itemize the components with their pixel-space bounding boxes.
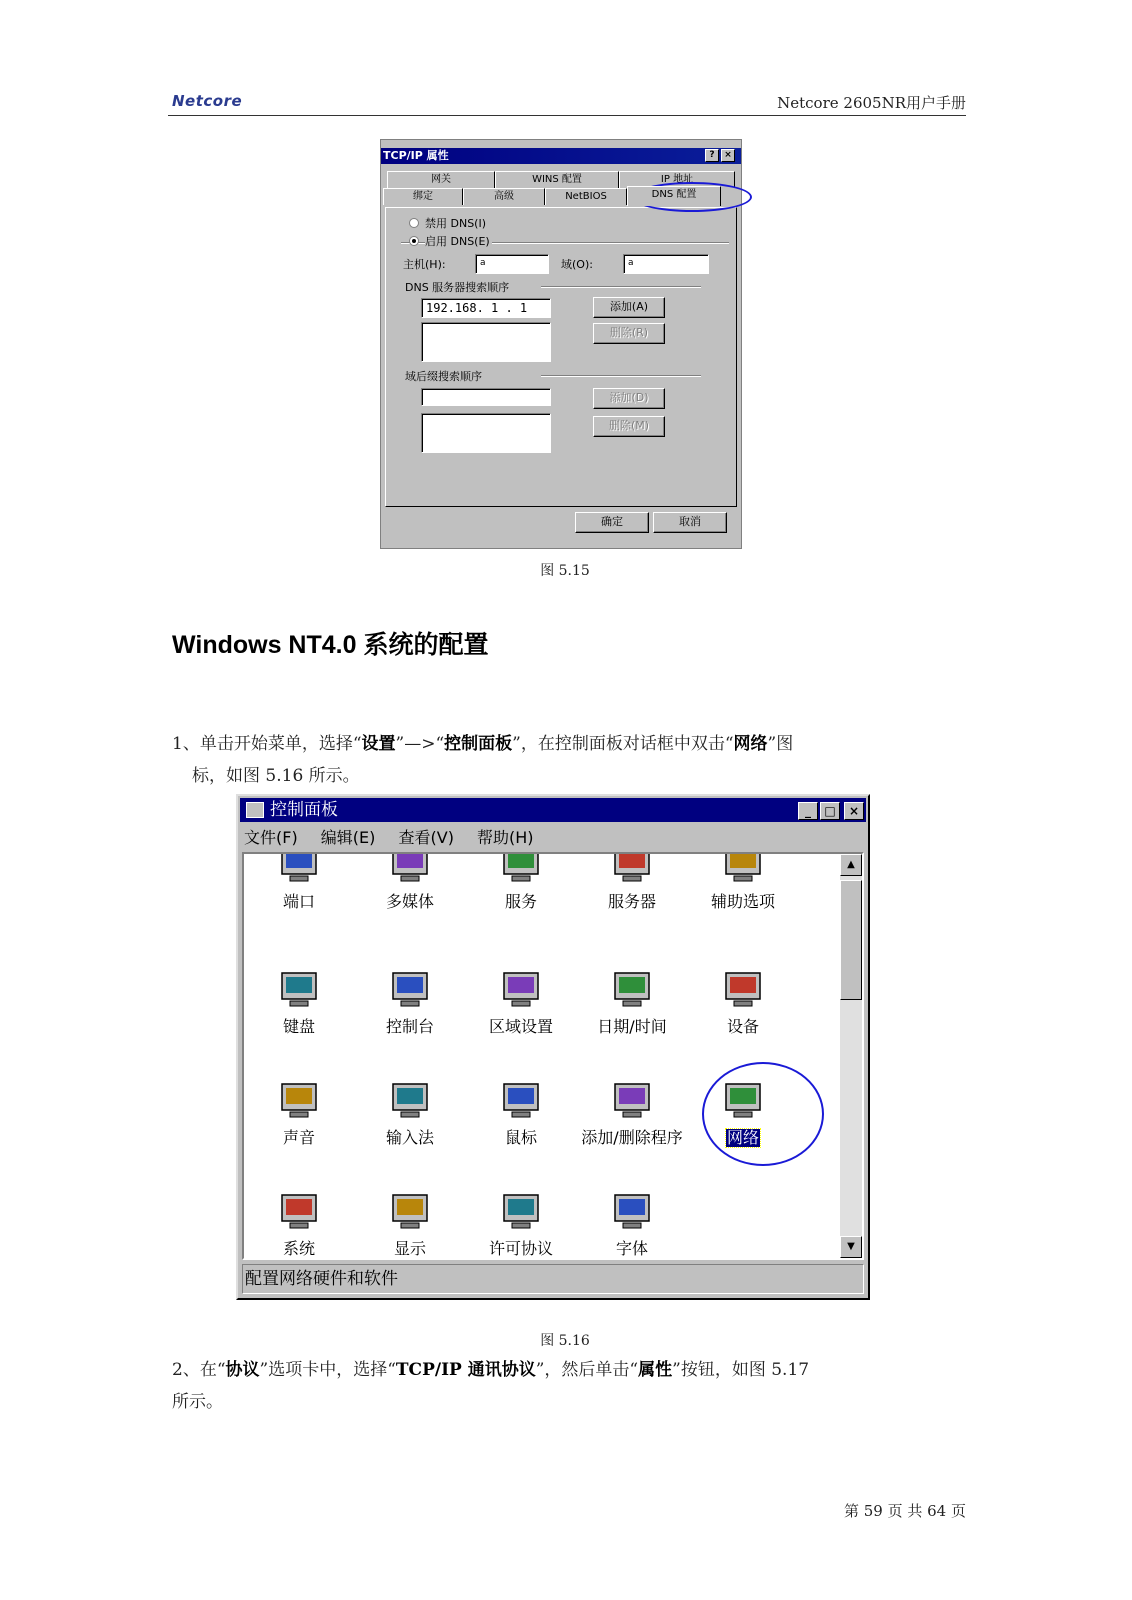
control-panel-item[interactable] xyxy=(244,1076,354,1147)
control-panel-item[interactable] xyxy=(355,1076,465,1147)
services-icon xyxy=(498,852,544,886)
page-header-title: Netcore 2605NR用户手册 xyxy=(777,94,966,112)
certificate-icon xyxy=(498,1187,544,1233)
menu-bar xyxy=(244,826,552,850)
control-panel-item[interactable] xyxy=(466,965,576,1036)
speaker-icon xyxy=(276,1076,322,1122)
section-heading: Windows NT4.0 系统的配置 xyxy=(172,631,489,659)
status-bar: 配置网络硬件和软件 xyxy=(242,1264,864,1294)
step1-bold-control-panel: 控制面板 xyxy=(444,734,513,754)
port-icon xyxy=(276,852,322,886)
domain-input[interactable]: a xyxy=(623,254,709,274)
tcpip-properties-dialog xyxy=(380,139,742,549)
mouse-icon xyxy=(498,1076,544,1122)
control-panel-item-label: 辅助选项 xyxy=(710,892,775,911)
page-footer: 第 59 页 共 64 页 xyxy=(843,1502,966,1520)
control-panel-item-label: 日期/时间 xyxy=(597,1017,667,1036)
control-panel-window-icon xyxy=(246,802,264,818)
step2-text-2: ”选项卡中，选择“ xyxy=(259,1360,396,1380)
control-panel-item-label: 区域设置 xyxy=(488,1017,553,1036)
msdos-console-icon xyxy=(387,965,433,1011)
control-panel-item[interactable] xyxy=(577,1076,687,1147)
control-panel-title: 控制面板 xyxy=(270,800,338,820)
tab-netbios[interactable]: NetBIOS xyxy=(545,188,627,205)
control-panel-item[interactable] xyxy=(355,965,465,1036)
control-panel-title-bar xyxy=(240,798,866,822)
menu-edit[interactable]: 编辑(E) xyxy=(320,828,376,847)
vertical-scrollbar[interactable] xyxy=(840,854,862,1258)
suffix-order-label: 域后缀搜索顺序 xyxy=(405,370,482,383)
control-panel-item[interactable] xyxy=(244,852,354,911)
keyboard-icon xyxy=(276,965,322,1011)
domain-label: 域(O): xyxy=(561,258,593,271)
control-panel-item-label: 声音 xyxy=(282,1128,315,1147)
step2-text-4: ”按钮，如图 5.17 xyxy=(672,1360,810,1380)
step1-text-2: ”—>“ xyxy=(395,734,445,754)
control-panel-item-label: 添加/删除程序 xyxy=(581,1128,683,1147)
scroll-down-arrow[interactable]: ▼ xyxy=(840,1236,862,1258)
tab-advanced[interactable]: 高级 xyxy=(463,188,545,205)
host-label: 主机(H): xyxy=(403,258,446,271)
step1-bold-settings: 设置 xyxy=(361,734,396,754)
header-rule xyxy=(168,115,966,116)
ok-button[interactable]: 确定 xyxy=(575,512,649,533)
tab-gateway[interactable]: 网关 xyxy=(387,171,495,188)
control-panel-item-label: 输入法 xyxy=(385,1128,434,1147)
step1-text-3: ”，在控制面板对话框中双击“ xyxy=(512,734,734,754)
control-panel-item[interactable] xyxy=(466,1187,576,1258)
step1-text-4: ”图 xyxy=(767,734,794,754)
step2-text-1: 2、在“ xyxy=(172,1360,226,1380)
minimize-button[interactable]: _ xyxy=(798,802,818,820)
control-panel-item-label: 控制台 xyxy=(385,1017,434,1036)
control-panel-item[interactable] xyxy=(688,965,798,1036)
menu-view[interactable]: 查看(V) xyxy=(398,828,454,847)
tab-dns-config[interactable]: DNS 配置 xyxy=(627,186,721,206)
fonts-icon xyxy=(609,1187,655,1233)
control-panel-item-label: 鼠标 xyxy=(504,1128,537,1147)
close-window-button[interactable]: × xyxy=(844,802,864,820)
control-panel-item-label: 键盘 xyxy=(282,1017,315,1036)
control-panel-item-label: 许可协议 xyxy=(488,1239,553,1258)
radio-disable-dns-label: 禁用 DNS(I) xyxy=(425,217,487,230)
step2-bold-properties: 属性 xyxy=(638,1360,673,1380)
control-panel-item-label: 设备 xyxy=(726,1017,759,1036)
step2-text-5: 所示。 xyxy=(172,1392,223,1412)
step2-bold-protocol: 协议 xyxy=(225,1360,260,1380)
control-panel-item[interactable] xyxy=(577,1187,687,1258)
control-panel-item-label: 端口 xyxy=(282,892,315,911)
suffix-list[interactable] xyxy=(421,413,551,453)
close-button[interactable]: × xyxy=(721,149,735,162)
dialog-title: TCP/IP 属性 xyxy=(383,149,449,162)
icon-view xyxy=(242,852,864,1260)
step2-paragraph xyxy=(172,1354,962,1418)
figure-caption-515: 图 5.15 xyxy=(540,563,590,579)
input-method-icon xyxy=(387,1076,433,1122)
host-input[interactable]: a xyxy=(475,254,549,274)
control-panel-item[interactable] xyxy=(688,852,798,911)
remove-suffix-button[interactable]: 删除(M) xyxy=(593,416,665,437)
control-panel-item[interactable] xyxy=(244,965,354,1036)
step2-text-3: ”，然后单击“ xyxy=(535,1360,639,1380)
control-panel-item[interactable] xyxy=(577,852,687,911)
control-panel-item-label: 显示 xyxy=(393,1239,426,1258)
control-panel-item[interactable] xyxy=(355,1187,465,1258)
tab-binding[interactable]: 绑定 xyxy=(383,188,463,205)
display-icon xyxy=(387,1187,433,1233)
step1-text-5: 标，如图 5.16 所示。 xyxy=(192,766,360,786)
highlight-circle-network xyxy=(702,1062,824,1166)
tab-wins[interactable]: WINS 配置 xyxy=(495,171,619,188)
control-panel-item-label: 多媒体 xyxy=(385,892,434,911)
maximize-button[interactable]: □ xyxy=(820,802,840,820)
computer-icon xyxy=(276,1187,322,1233)
scroll-thumb[interactable] xyxy=(840,880,862,1000)
devices-icon xyxy=(720,965,766,1011)
radio-enable-dns[interactable] xyxy=(409,236,419,246)
dns-server-entry[interactable]: 192.168. 1 . 1 xyxy=(421,298,551,318)
step1-bold-network: 网络 xyxy=(733,734,768,754)
control-panel-item[interactable] xyxy=(466,1076,576,1147)
control-panel-item-label: 服务 xyxy=(504,892,537,911)
control-panel-item[interactable] xyxy=(244,1187,354,1258)
menu-help[interactable]: 帮助(H) xyxy=(477,828,534,847)
step2-bold-tcpip: TCP/IP 通讯协议 xyxy=(395,1360,536,1380)
dns-server-list[interactable] xyxy=(421,322,551,362)
netcore-logo xyxy=(172,92,242,110)
add-suffix-button[interactable]: 添加(D) xyxy=(593,388,665,409)
add-dns-button[interactable]: 添加(A) xyxy=(593,297,665,318)
server-icon xyxy=(609,852,655,886)
control-panel-item-label: 网络 xyxy=(726,1128,759,1147)
add-remove-programs-icon xyxy=(609,1076,655,1122)
accessibility-icon xyxy=(720,852,766,886)
step1-paragraph xyxy=(172,728,962,792)
step1-text-1: 1、单击开始菜单，选择“ xyxy=(172,734,362,754)
suffix-entry[interactable] xyxy=(421,388,551,406)
control-panel-item-label: 服务器 xyxy=(607,892,656,911)
control-panel-item[interactable] xyxy=(466,852,576,911)
tab-ip-address[interactable]: IP 地址 xyxy=(619,171,735,188)
multimedia-icon xyxy=(387,852,433,886)
globe-icon xyxy=(498,965,544,1011)
calendar-clock-icon xyxy=(609,965,655,1011)
help-button[interactable]: ? xyxy=(705,149,719,162)
dialog-title-bar xyxy=(381,148,741,164)
radio-disable-dns[interactable] xyxy=(409,218,419,228)
remove-dns-button[interactable]: 删除(R) xyxy=(593,323,665,344)
figure-caption-516: 图 5.16 xyxy=(540,1333,590,1349)
control-panel-item[interactable] xyxy=(355,852,465,911)
control-panel-window xyxy=(236,794,870,1300)
cancel-button[interactable]: 取消 xyxy=(653,512,727,533)
control-panel-item[interactable] xyxy=(577,965,687,1036)
menu-file[interactable]: 文件(F) xyxy=(244,828,298,847)
control-panel-item-label: 系统 xyxy=(282,1239,315,1258)
dns-order-label: DNS 服务器搜索顺序 xyxy=(405,281,510,294)
scroll-up-arrow[interactable]: ▲ xyxy=(840,854,862,876)
logo-text: Netcore xyxy=(172,92,243,110)
control-panel-item-label: 字体 xyxy=(615,1239,648,1258)
radio-enable-dns-label: 启用 DNS(E) xyxy=(425,235,490,248)
